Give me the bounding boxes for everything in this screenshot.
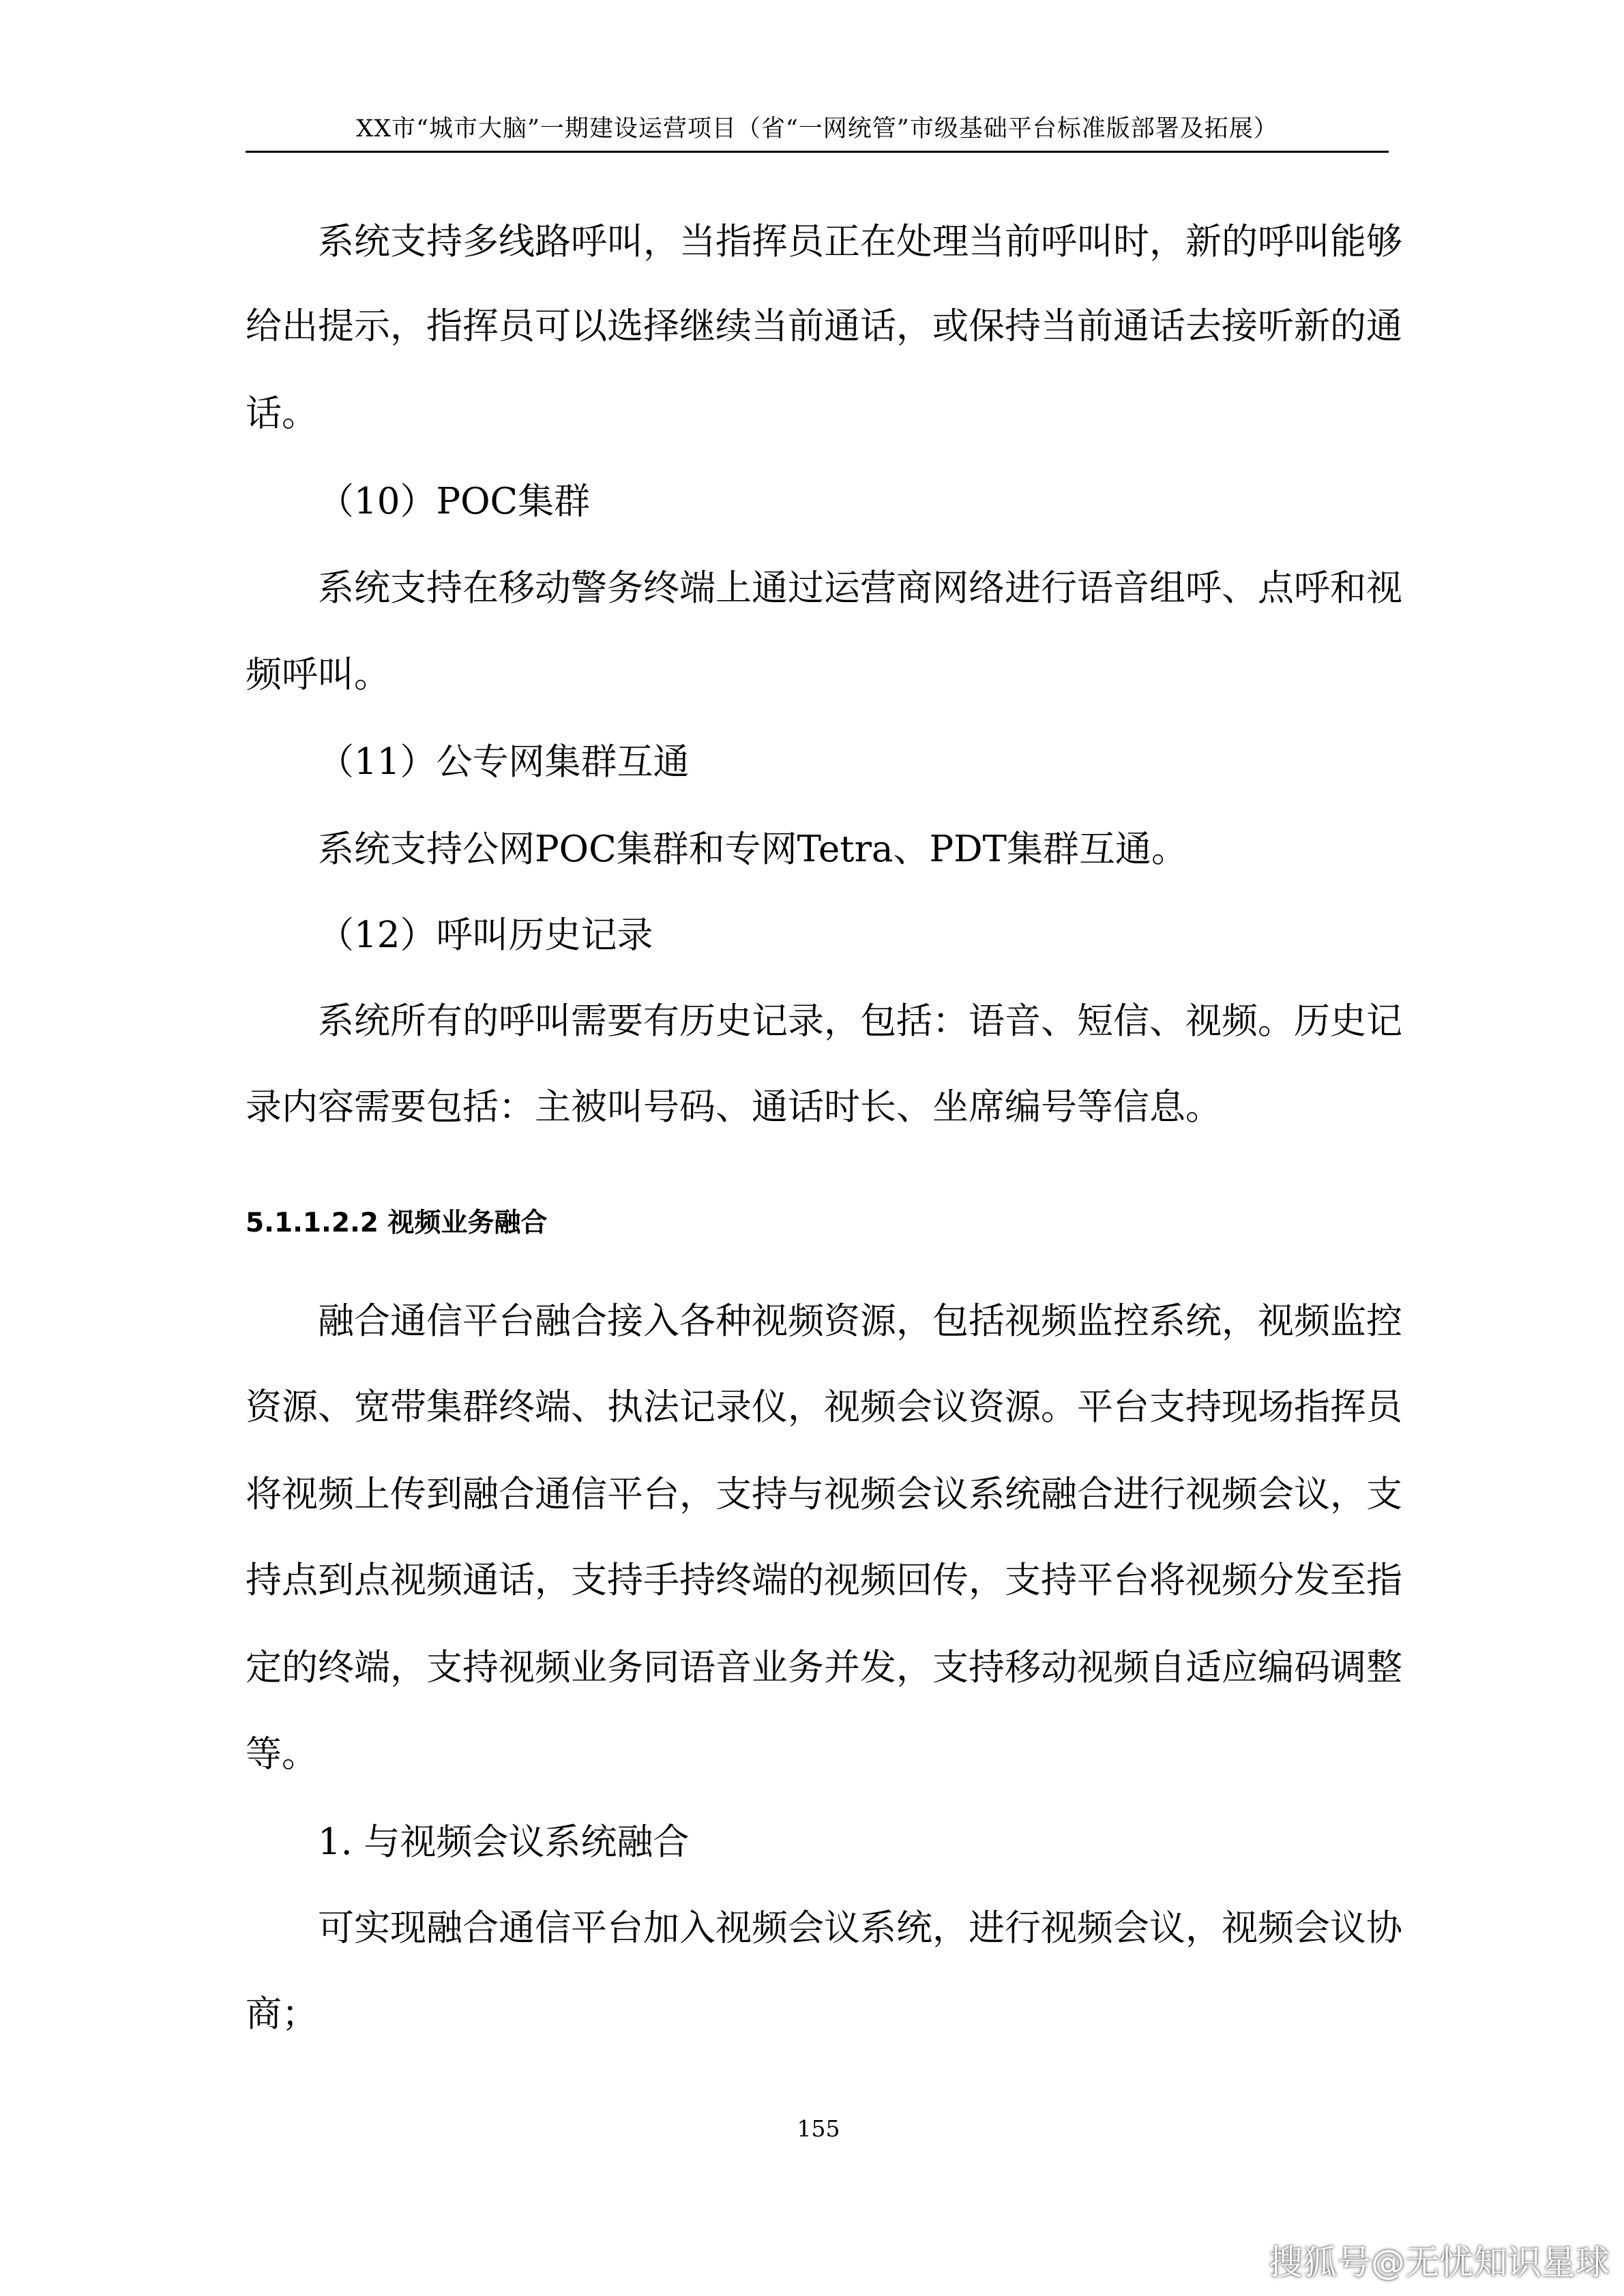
- running-header: XX市“城市大脑”一期建设运营项目（省“一网统管”市级基础平台标准版部署及拓展）: [356, 115, 1278, 143]
- list-heading: （11）公专网集群互通: [318, 741, 690, 783]
- body-line: 将视频上传到融合通信平台，支持与视频会议系统融合进行视频会议，支: [246, 1474, 1402, 1515]
- body-line: 系统支持多线路呼叫，当指挥员正在处理当前呼叫时，新的呼叫能够: [318, 221, 1402, 263]
- body-line: 定的终端，支持视频业务同语音业务并发，支持移动视频自适应编码调整: [246, 1647, 1402, 1688]
- body-line: 系统支持在移动警务终端上通过运营商网络进行语音组呼、点呼和视: [318, 567, 1402, 609]
- list-heading: （12）呼叫历史记录: [318, 914, 653, 956]
- list-heading: （10）POC集群: [318, 481, 591, 522]
- body-line: 商；: [246, 1993, 318, 2035]
- body-line: 系统支持公网POC集群和专网Tetra、PDT集群互通。: [318, 829, 1188, 870]
- watermark: 搜狐号@无忧知识星球: [1269, 2243, 1610, 2282]
- section-heading: 5.1.1.2.2 视频业务融合: [246, 1208, 548, 1238]
- body-line: 可实现融合通信平台加入视频会议系统，进行视频会议，视频会议协: [318, 1907, 1402, 1949]
- body-line: 话。: [246, 393, 318, 434]
- page-number: 155: [797, 2115, 840, 2142]
- body-line: 融合通信平台融合接入各种视频资源，包括视频监控系统，视频监控: [318, 1300, 1402, 1342]
- header-divider: [246, 151, 1389, 153]
- body-line: 等。: [246, 1733, 318, 1775]
- body-line: 资源、宽带集群终端、执法记录仪，视频会议资源。平台支持现场指挥员: [246, 1386, 1402, 1428]
- list-heading: 1. 与视频会议系统融合: [318, 1821, 690, 1863]
- body-line: 持点到点视频通话，支持手持终端的视频回传，支持平台将视频分发至指: [246, 1560, 1402, 1601]
- body-line: 给出提示，指挥员可以选择继续当前通话，或保持当前通话去接听新的通: [246, 305, 1402, 347]
- body-line: 频呼叫。: [246, 654, 390, 696]
- body-line: 系统所有的呼叫需要有历史记录，包括：语音、短信、视频。历史记: [318, 1000, 1402, 1042]
- body-line: 录内容需要包括：主被叫号码、通话时长、坐席编号等信息。: [246, 1086, 1222, 1128]
